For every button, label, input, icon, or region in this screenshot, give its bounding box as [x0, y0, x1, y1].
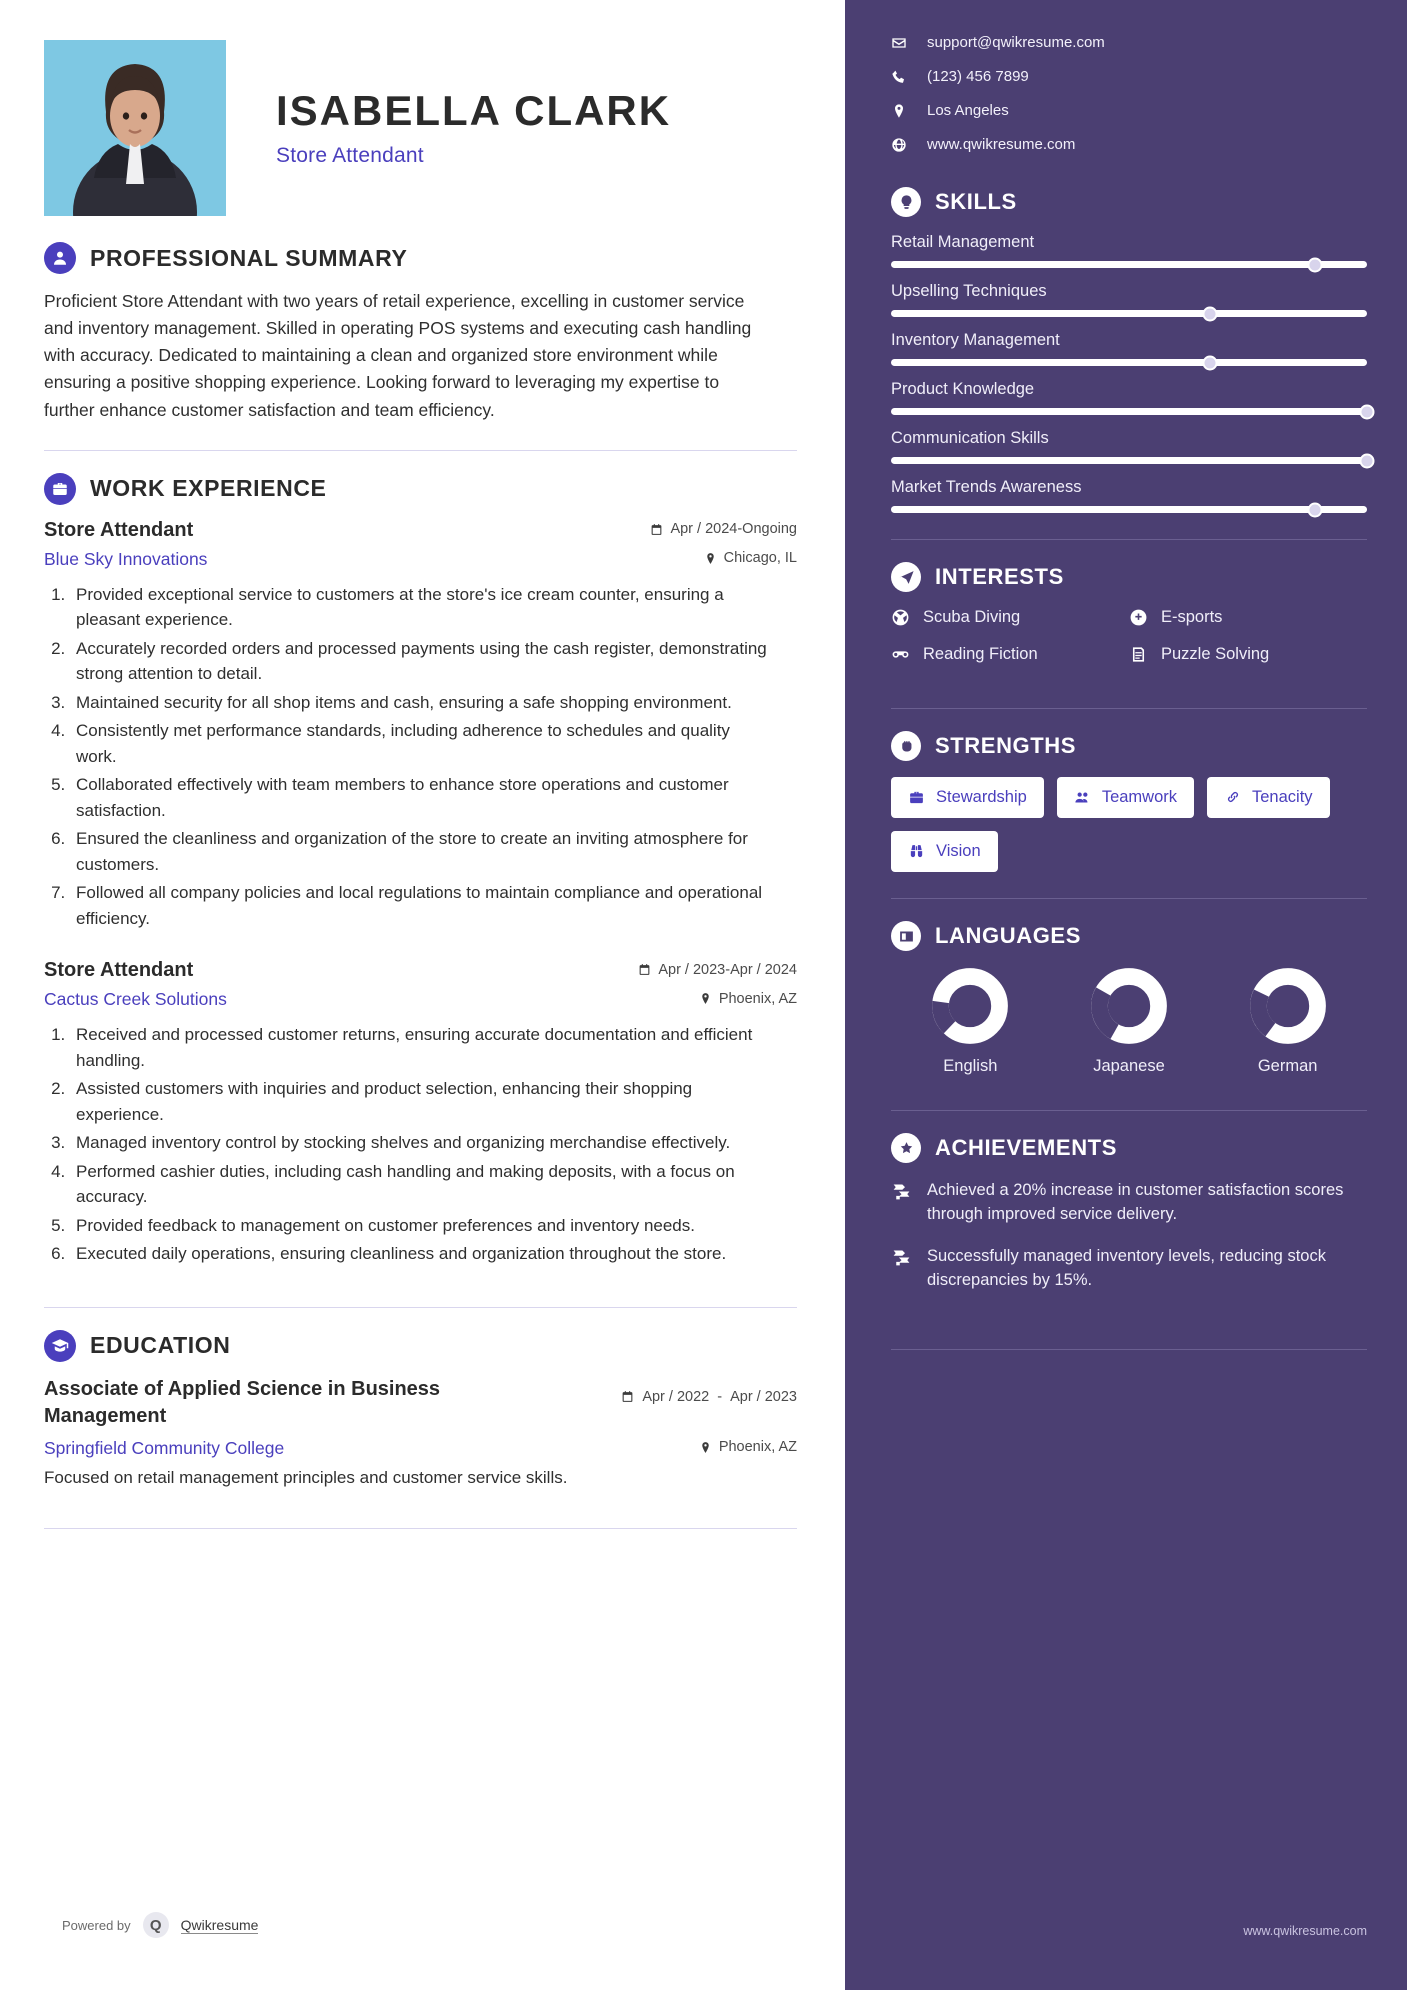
work-dates — [650, 521, 797, 537]
avatar — [44, 40, 226, 216]
language-label: English — [943, 1057, 998, 1075]
binoculars-icon — [908, 843, 925, 860]
list-item: 3. Managed inventory control by stocking shelves and organizing merchandise effectively. — [70, 1130, 797, 1156]
list-item: 3. Maintained security for all shop items and cash, ensuring a safe shopping environment. — [70, 690, 797, 716]
section-skills — [891, 187, 1367, 513]
skill-bar[interactable] — [891, 310, 1367, 317]
divider — [44, 1528, 797, 1529]
language-item — [1090, 967, 1168, 1076]
section-title: SKILLS — [935, 189, 1017, 214]
section-title: STRENGTHS — [935, 733, 1077, 758]
interest-item — [891, 645, 1129, 664]
section-title: PROFESSIONAL SUMMARY — [90, 244, 408, 271]
section-title: EDUCATION — [90, 1332, 231, 1359]
summary-text: Proficient Store Attendant with two years of retail experience, excelling in customer service and inventory management. Skilled in operating POS systems and executing cash handling with accuracy. Dedicated to maintaining a clean and organized store environment while ensuring a positive shopping experience. Looking forward to leveraging my expertise to further enhance customer satisfaction and team efficiency. — [44, 291, 752, 420]
section-header — [44, 1330, 797, 1362]
education-date-start: Apr / 2022 — [642, 1388, 710, 1405]
skill-bar[interactable] — [891, 261, 1367, 268]
list-item: 1. Received and processed customer returns, ensuring accurate documentation and efficient handling. — [70, 1022, 797, 1073]
work-company: Cactus Creek Solutions — [44, 989, 227, 1010]
list-item: 2. Accurately recorded orders and processed payments using the cash register, demonstrating strong attention to detail. — [70, 636, 797, 687]
person-icon — [44, 242, 76, 274]
skill-knob[interactable] — [1307, 257, 1322, 272]
section-title: ACHIEVEMENTS — [935, 1135, 1117, 1160]
work-location — [699, 991, 797, 1007]
location-icon — [891, 103, 907, 119]
contact-list — [891, 34, 1367, 153]
language-donut-english — [931, 967, 1009, 1045]
calendar-icon — [621, 1390, 634, 1403]
skill-knob[interactable] — [1360, 453, 1375, 468]
skill-label: Inventory Management — [891, 331, 1060, 349]
contact-website[interactable] — [891, 136, 1367, 153]
list-item: 6. Executed daily operations, ensuring cleanliness and organization throughout the store. — [70, 1241, 797, 1267]
powered-by-label: Powered by — [62, 1917, 131, 1933]
resume-header — [44, 40, 797, 216]
list-item: 1. Provided exceptional service to customers at the store's ice cream counter, ensuring a pleasant experience. — [70, 582, 797, 633]
skill-label: Upselling Techniques — [891, 282, 1047, 300]
work-location-text: Phoenix, AZ — [718, 990, 797, 1007]
skill-item — [891, 331, 1367, 366]
education-date-separator: - — [717, 1388, 723, 1405]
link-icon — [1224, 789, 1241, 806]
contact-email-text: support@qwikresume.com — [927, 34, 1105, 51]
education-location — [699, 1439, 797, 1455]
skill-bar[interactable] — [891, 408, 1367, 415]
list-item: 6. Ensured the cleanliness and organization of the store to create an inviting atmosphere for customers. — [70, 826, 797, 877]
skill-item — [891, 233, 1367, 268]
achievement-text: Successfully managed inventory levels, reducing stock discrepancies by 15%. — [927, 1246, 1326, 1289]
divider — [891, 898, 1367, 899]
qwikresume-link[interactable]: Qwikresume — [180, 1916, 259, 1933]
skill-label: Retail Management — [891, 233, 1035, 251]
resume-sidebar — [845, 0, 1407, 1990]
language-donut-japanese — [1090, 967, 1168, 1045]
section-header — [891, 1133, 1367, 1163]
job-title: Store Attendant — [276, 144, 424, 168]
section-work-experience — [44, 473, 797, 1267]
skill-item — [891, 429, 1367, 464]
section-header — [891, 187, 1367, 217]
skill-label: Communication Skills — [891, 429, 1049, 447]
qwikresume-logo-icon — [143, 1912, 169, 1938]
section-header — [891, 921, 1367, 951]
section-header — [891, 562, 1367, 592]
divider — [44, 1307, 797, 1308]
divider — [891, 1349, 1367, 1350]
language-donut-german — [1249, 967, 1327, 1045]
skill-item — [891, 282, 1367, 317]
work-item-top — [44, 519, 797, 542]
page-title: ISABELLA CLARK — [276, 87, 672, 134]
strength-chip — [1207, 777, 1330, 818]
list-item: 7. Followed all company policies and local regulations to maintain compliance and operational efficiency. — [70, 880, 797, 931]
achievement-item — [891, 1179, 1367, 1227]
contact-website-text: www.qwikresume.com — [927, 136, 1076, 153]
section-education — [44, 1330, 797, 1488]
pin-icon — [699, 992, 712, 1005]
sidebar-footer-url[interactable]: www.qwikresume.com — [1243, 1924, 1367, 1938]
language-label: Japanese — [1093, 1057, 1165, 1075]
phone-icon — [891, 69, 907, 85]
id-card-icon — [891, 921, 921, 951]
interests-grid — [891, 608, 1367, 682]
list-item: 2. Assisted customers with inquiries and product selection, enhancing their shopping experience. — [70, 1076, 797, 1127]
contact-location — [891, 102, 1367, 119]
interest-label: Reading Fiction — [923, 645, 1038, 663]
strengths-list — [891, 777, 1367, 872]
education-location-text: Phoenix, AZ — [718, 1439, 797, 1456]
interest-label: E-sports — [1161, 608, 1223, 626]
list-item: 4. Consistently met performance standards, including adherence to schedules and quality work. — [70, 718, 797, 769]
section-header — [44, 242, 797, 274]
work-dates-text: Apr / 2024-Ongoing — [670, 521, 797, 538]
list-item: 5. Collaborated effectively with team members to enhance store operations and customer satisfaction. — [70, 772, 797, 823]
pin-icon — [699, 1441, 712, 1454]
section-professional-summary — [44, 242, 797, 424]
list-item: 5. Provided feedback to management on customer preferences and inventory needs. — [70, 1213, 797, 1239]
divider — [891, 1110, 1367, 1111]
divider — [44, 450, 797, 451]
work-bullets — [70, 582, 797, 932]
puzzle-icon — [1129, 645, 1148, 664]
skill-bar[interactable] — [891, 457, 1367, 464]
work-item-top — [44, 959, 797, 982]
email-icon — [891, 35, 907, 51]
interest-item — [1129, 645, 1367, 664]
work-item-sub — [44, 989, 797, 1010]
strength-chip — [891, 831, 998, 872]
section-strengths — [891, 731, 1367, 872]
education-date-end: Apr / 2023 — [730, 1388, 797, 1405]
education-item-sub — [44, 1438, 797, 1459]
skill-knob[interactable] — [1360, 404, 1375, 419]
section-title: INTERESTS — [935, 564, 1064, 589]
strength-label: Tenacity — [1252, 788, 1313, 806]
lightbulb-icon — [891, 187, 921, 217]
portrait-illustration — [44, 40, 226, 216]
team-icon — [1074, 789, 1091, 806]
fist-icon — [891, 731, 921, 761]
section-achievements — [891, 1133, 1367, 1293]
glasses-icon — [891, 645, 910, 664]
ribbon-icon — [891, 1247, 912, 1268]
name-block — [226, 40, 671, 168]
skill-label: Market Trends Awareness — [891, 478, 1082, 496]
contact-location-text: Los Angeles — [927, 102, 1009, 119]
footer-branding — [62, 1912, 258, 1938]
languages-list — [891, 967, 1367, 1076]
education-description: Focused on retail management principles and customer service skills. — [44, 1467, 568, 1487]
work-item — [44, 959, 797, 1267]
language-item — [931, 967, 1009, 1076]
achievement-text: Achieved a 20% increase in customer satisfaction scores through improved service delivery. — [927, 1181, 1344, 1223]
interest-item — [1129, 608, 1367, 627]
section-header — [891, 731, 1367, 761]
logo-letter: Q — [149, 1916, 162, 1934]
section-title: WORK EXPERIENCE — [90, 475, 327, 502]
work-company: Blue Sky Innovations — [44, 548, 208, 569]
paper-plane-icon — [891, 562, 921, 592]
skill-bar[interactable] — [891, 506, 1367, 513]
strength-label: Stewardship — [936, 788, 1027, 806]
briefcase-icon — [44, 473, 76, 505]
contact-phone-text: (123) 456 7899 — [927, 68, 1029, 85]
strength-chip — [1057, 777, 1194, 818]
briefcase-icon — [908, 789, 925, 806]
education-item-top — [44, 1376, 797, 1430]
divider — [891, 708, 1367, 709]
strength-chip — [891, 777, 1044, 818]
work-role: Store Attendant — [44, 518, 194, 541]
work-location-text: Chicago, IL — [723, 550, 797, 567]
work-location — [704, 550, 797, 566]
calendar-icon — [650, 523, 663, 536]
pin-icon — [704, 552, 717, 565]
skill-knob[interactable] — [1307, 502, 1322, 517]
interest-label: Puzzle Solving — [1161, 645, 1270, 663]
education-degree: Associate of Applied Science in Business Management — [44, 1377, 441, 1427]
work-role: Store Attendant — [44, 959, 194, 982]
skill-item — [891, 478, 1367, 513]
contact-email — [891, 34, 1367, 51]
work-dates — [638, 962, 797, 978]
divider — [891, 539, 1367, 540]
education-school: Springfield Community College — [44, 1437, 285, 1458]
skill-knob[interactable] — [1202, 306, 1217, 321]
education-dates — [621, 1376, 797, 1406]
work-bullets — [70, 1022, 797, 1267]
strength-label: Teamwork — [1101, 788, 1177, 806]
work-item — [44, 519, 797, 932]
calendar-icon — [638, 963, 651, 976]
list-item: 4. Performed cashier duties, including cash handling and making deposits, with a focus on accuracy. — [70, 1159, 797, 1210]
graduation-cap-icon — [44, 1330, 76, 1362]
interest-item — [891, 608, 1129, 627]
language-item — [1249, 967, 1327, 1076]
strength-label: Vision — [936, 842, 981, 860]
language-label: German — [1257, 1057, 1318, 1075]
section-interests — [891, 562, 1367, 682]
work-item-sub — [44, 549, 797, 570]
gamepad-icon — [1129, 608, 1148, 627]
work-dates-text: Apr / 2023-Apr / 2024 — [658, 961, 797, 978]
achievement-item — [891, 1245, 1367, 1293]
section-languages — [891, 921, 1367, 1076]
section-title: LANGUAGES — [935, 923, 1081, 948]
interest-label: Scuba Diving — [923, 608, 1021, 626]
skill-item — [891, 380, 1367, 415]
skill-label: Product Knowledge — [891, 380, 1035, 398]
contact-phone — [891, 68, 1367, 85]
skill-knob[interactable] — [1202, 355, 1217, 370]
star-badge-icon — [891, 1133, 921, 1163]
ribbon-icon — [891, 1181, 912, 1202]
diving-icon — [891, 608, 910, 627]
globe-icon — [891, 137, 907, 153]
skill-bar[interactable] — [891, 359, 1367, 366]
section-header — [44, 473, 797, 505]
